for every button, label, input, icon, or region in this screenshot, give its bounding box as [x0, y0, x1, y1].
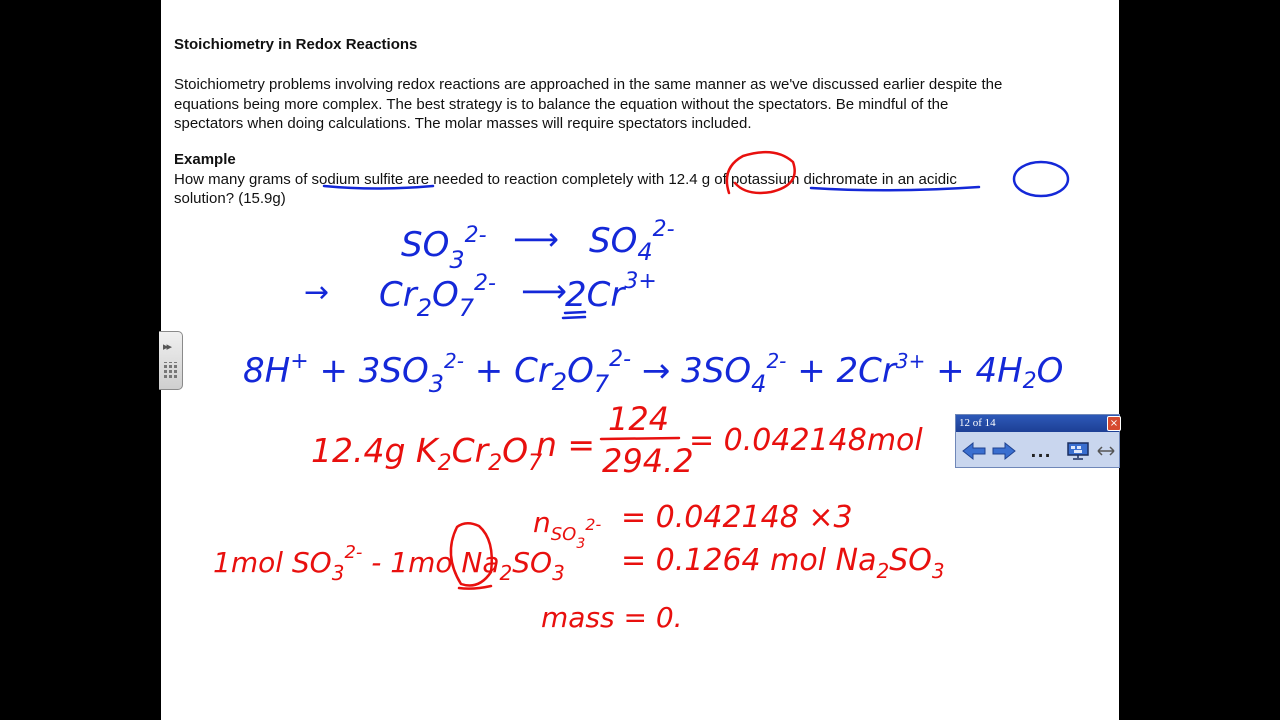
- page-title: Stoichiometry in Redox Reactions: [174, 36, 418, 53]
- resize-button[interactable]: [1094, 437, 1118, 465]
- example-question: [174, 170, 1119, 208]
- denominator: 294.2: [602, 442, 694, 480]
- circle-so3: [451, 523, 492, 585]
- screen-button[interactable]: [1063, 437, 1093, 465]
- n-symbol: $n_{SO3}^{2-}$: [533, 506, 602, 552]
- question-line: How many grams of sodium sulfite are needed to reaction completely with 12.4 g of potassium dichromate in an acidic: [174, 171, 957, 188]
- forward-button[interactable]: [989, 437, 1019, 465]
- half-reaction-2-right: $2Cr^{3+}$: [565, 269, 657, 315]
- grid-icon: [164, 362, 177, 378]
- blue-ink-text: [243, 217, 1063, 398]
- red-ink-text: [213, 400, 945, 634]
- arrow-1: ⟶: [513, 220, 559, 258]
- forward-arrow-icon: [991, 441, 1017, 461]
- notebook-page: [161, 0, 1119, 720]
- underline-na2: [459, 586, 491, 589]
- page-navigator: [955, 414, 1120, 468]
- screen-icon: [1066, 441, 1090, 461]
- paragraph-line: equations being more complex. The best strategy is to balance the equation without the spectators. Be mindful of the: [174, 95, 949, 113]
- intro-paragraph: [174, 75, 1119, 134]
- arrow-2: ⟶: [521, 272, 567, 310]
- n-line-2: = 0.1264 mol $Na_2SO_3$: [621, 543, 945, 583]
- arrow-side: →: [304, 275, 330, 310]
- mass-line: mass = 0.: [541, 601, 683, 634]
- underline-2: [563, 312, 585, 318]
- n-equals: n =: [536, 425, 596, 464]
- half-reaction-1-right: $SO_4^{2-}$: [589, 217, 675, 266]
- balanced-equation: $8H^+ + 3SO_3^{2-} + Cr_2O_7^{2-} \to 3SO_4^{2-} + 2Cr^{3+} + 4H2O$: [243, 347, 1064, 398]
- paragraph-line: spectators when doing calculations. The molar masses will require spectators included.: [174, 115, 752, 132]
- half-reaction-1-left: $SO_3^{2-}$: [401, 223, 487, 274]
- example-heading: Example: [174, 151, 236, 168]
- moles-label: 12.4g $K_2Cr_2O_7$: [311, 431, 543, 476]
- back-button[interactable]: [959, 437, 989, 465]
- more-button[interactable]: ...: [1030, 441, 1052, 461]
- page-indicator: [956, 415, 1119, 432]
- double-chevron-icon: ▸▸: [163, 340, 171, 353]
- numerator: 124: [608, 400, 670, 438]
- side-panel-tab[interactable]: [159, 331, 183, 390]
- moles-result: = 0.042148mol: [689, 423, 923, 458]
- fraction-bar: [601, 438, 679, 439]
- back-arrow-icon: [961, 441, 987, 461]
- ratio-line: 1mol $SO_3^{2-} - 1mo$ $Na_2SO_3$: [213, 542, 565, 585]
- close-icon[interactable]: ×: [1107, 416, 1121, 431]
- resize-icon: [1097, 444, 1115, 458]
- half-reaction-2-left: $Cr_2O_7^{2-}$: [379, 271, 496, 322]
- question-line: solution? (15.9g): [174, 190, 286, 207]
- page-indicator-text: 12 of 14: [959, 417, 996, 429]
- n-line-1: = 0.042148 ×3: [621, 500, 853, 535]
- paragraph-line: Stoichiometry problems involving redox reactions are approached in the same manner as we've discussed earlier despite the: [174, 76, 1003, 93]
